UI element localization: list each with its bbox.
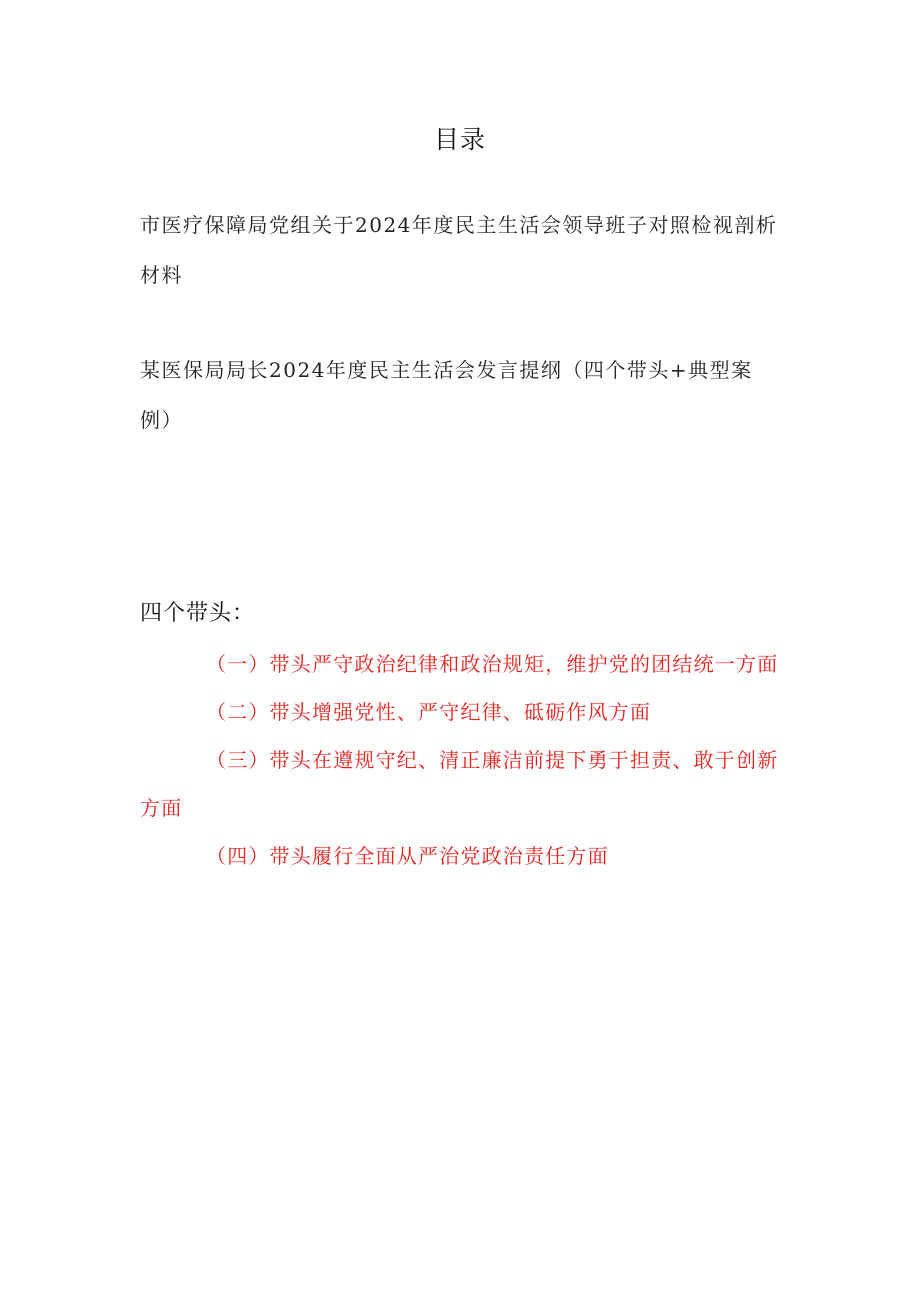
list-item-1: （一）带头严守政治纪律和政治规矩，维护党的团结统一方面 bbox=[206, 652, 779, 676]
list-item-2: （二）带头增强党性、严守纪律、砥砺作风方面 bbox=[206, 700, 652, 724]
page-title: 目录 bbox=[433, 125, 486, 154]
section-heading: 四个带头： bbox=[140, 601, 256, 626]
toc-item-2: 某医保局局长2024年度民主生活会发言提纲（四个带头+典型案例） bbox=[140, 358, 753, 432]
toc-item-1: 市医疗保障局党组关于2024年度民主生活会领导班子对照检视剖析材料 bbox=[140, 213, 778, 287]
four-lead-list bbox=[140, 640, 782, 880]
list-item-3: （三）带头在遵规守纪、清正廉洁前提下勇于担责、敢于创新方面 bbox=[140, 748, 779, 820]
list-item-4: （四）带头履行全面从严治党政治责任方面 bbox=[206, 844, 609, 868]
